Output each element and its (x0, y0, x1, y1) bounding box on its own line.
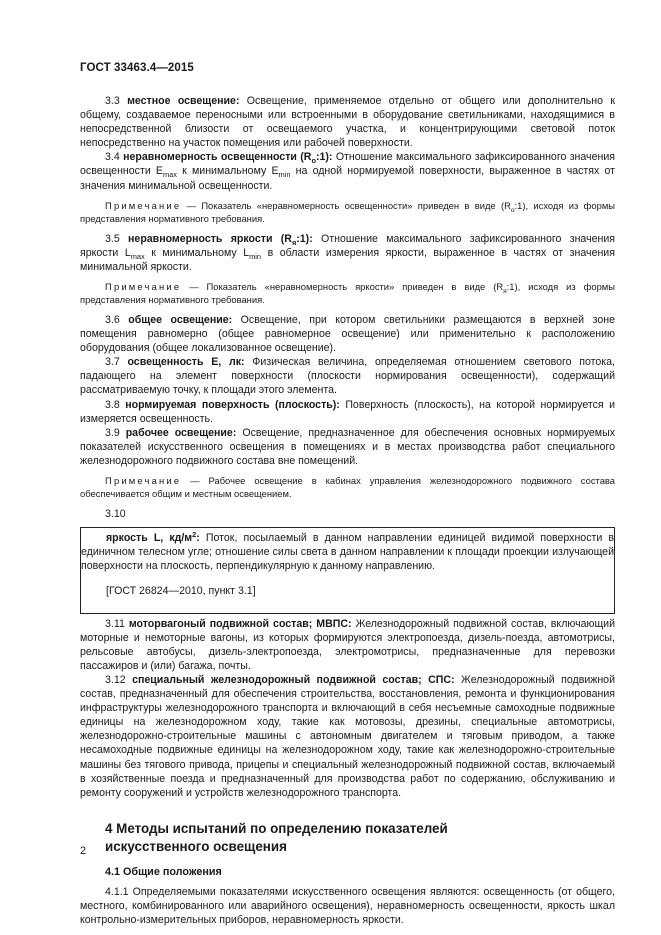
clause-3-5 (80, 232, 615, 274)
subsection-heading-4-1: 4.1 Общие положения (105, 865, 222, 878)
subscript: min (249, 251, 262, 261)
term-text: неравномерность освещенности (R (123, 151, 312, 164)
clause-number: 3.5 (105, 232, 120, 245)
superscript: 2 (192, 530, 197, 540)
term: рабочее освещение: (125, 426, 237, 439)
clause-number: 3.3 (105, 95, 120, 107)
definition: Поверхность (плоскость), на которой нормируется и измеряется освещенность. (80, 398, 616, 425)
clause-number: 3.6 (105, 313, 120, 326)
clause-number: 3.8 (105, 398, 120, 411)
definition: к минимальному L (151, 246, 250, 259)
note-3-9 (80, 474, 615, 500)
clause-3-11 (80, 617, 615, 673)
term-text: яркость L, кд/м (106, 532, 193, 545)
term: нормируемая поверхность (плоскость): (125, 398, 340, 411)
clause-3-6 (80, 313, 615, 355)
definition: на одной нормируемой поверхности, выраженное в частях от значения минимальной освещенности. (80, 165, 616, 192)
term-text: неравномерность яркости (R (128, 232, 292, 245)
note-label: Примечание (105, 280, 182, 292)
definition: Освещение, предназначенное для обеспечения основных нормируемых показателей искусственного освещения в помещениях и в местах производства работ специального железнодорожного подвижного состава вне помещений. (80, 426, 615, 467)
term (128, 233, 313, 245)
term-text: : (196, 532, 200, 545)
term (106, 532, 200, 544)
term (123, 151, 333, 166)
definition: в области измерения яркости, выраженное в частях от значения минимальной яркости. (80, 246, 615, 273)
note-label: Примечание (105, 474, 182, 486)
note-text: — Рабочее освещение в кабинах управления железнодорожного подвижного состава обеспечивается общим и местным освещением. (80, 474, 615, 499)
quoted-definition-box (80, 527, 615, 614)
subscript: я (291, 237, 297, 247)
clause-3-10 (81, 531, 614, 573)
page-number: 2 (80, 845, 87, 857)
note-text: :1), исходя из формы представления нормативного требования. (80, 199, 616, 224)
clause-number: 3.11 (105, 617, 125, 630)
subscript: min (278, 170, 291, 180)
term: моторвагоный подвижной состав; МВПС: (128, 617, 352, 630)
note-text: :1), исходя из формы представления нормативного требования. (80, 280, 615, 305)
clause-number: 3.12 (105, 674, 126, 686)
clause-3-8 (80, 398, 615, 426)
note-3-5 (80, 280, 615, 306)
subscript: я (503, 287, 507, 295)
clause-number: 3.9 (105, 426, 120, 439)
term: освещенность E, лк: (127, 356, 245, 369)
definition: Железнодорожный подвижной состав, предназначенный для обеспечения строительства, восстановления, ремонта и функционирования инфраструктуры железнодорожного транспорта и включающий в себя несъемные самоходные подвижные единицы на железнодорожном ходу, такие как мотовозы, дрезины, специальные автомотрисы, железнодорожно-строительные машины с автономным двигателем и тяговым приводом, а также несамоходные подвижные единицы на железнодорожном ходу, такие как железнодорожно-строительные машины без тягового привода, прицепы и специальный железнодорожный подвижной состав, включаемый в хозяйственные поезда и предназначенный для производства работ по содержанию, обслуживанию и ремонту сооружений и устройств железнодорожного транспорта. (80, 674, 615, 799)
clause-3-9 (80, 426, 615, 468)
note-text: — Показатель «неравномерность яркости» приведен в виде (R (189, 280, 504, 292)
term-text: :1): (315, 151, 333, 164)
clause-3-12 (80, 673, 615, 800)
clause-3-3 (80, 94, 615, 150)
document-header: ГОСТ 33463.4—2015 (80, 62, 194, 74)
clause-3-10-number: 3.10 (105, 507, 126, 520)
subscript: о (510, 206, 515, 214)
note-3-4 (80, 199, 615, 225)
definition: Поток, посылаемый в данном направлении единицей видимой поверхности в единичном телесном угле; отношение силы света в данном направлении к площади проекции излучающей поверхности на плоскость, перпендикулярную к данному направлению. (81, 532, 614, 573)
source-reference: [ГОСТ 26824—2010, пункт 3.1] (106, 584, 256, 597)
section-heading-4: 4 Методы испытаний по определению показателей искусственного освещения (105, 820, 448, 854)
term: местное освещение: (127, 95, 240, 107)
clause-4-1-1: 4.1.1 Определяемыми показателями искусственного освещения являются: освещенность (от общего, местного, комбинированного или аварийного освещения), неравномерность освещенности, яркость шкал контрольно-измерительных приборов, неравномерность яркости. (80, 885, 615, 927)
term: специальный железнодорожный подвижной состав; СПС: (132, 674, 455, 686)
definition: к минимальному E (182, 165, 279, 178)
clause-3-7 (80, 355, 615, 397)
clause-number: 3.4 (105, 151, 120, 164)
definition: Железнодорожный подвижной состав, включающий моторные и немоторные вагоны, из которых формируются электропоезда, дизель-поезда, автомотрисы, рельсовые автобусы, дизель-электропоезда, электромотрисы, предназначенные для перевозки пассажиров и (или) багажа, почты. (80, 617, 615, 672)
definition: Освещение, при котором светильники размещаются в верхней зоне помещения равномерно (общее равномерное освещение) или применительно к расположению оборудования (общее локализованное освещение). (80, 313, 615, 355)
subscript: max (130, 251, 145, 261)
document-body (80, 94, 615, 927)
definition: Освещение, применяемое отдельно от общего или дополнительно к общему, создаваемое переносными или встроенными в оборудование светильниками, находящимися в непосредственной близости от освещаемого участка, и концентрирующими световой поток непосредственно на участок помещения или рабочей поверхности. (80, 95, 615, 150)
definition: Отношение максимального зафиксированного значения яркости L (80, 232, 615, 259)
note-label: Примечание (105, 199, 182, 211)
note-text: — Показатель «неравномерность освещенности» приведен в виде (R (186, 199, 511, 211)
definition: Физическая величина, определяемая отношением светового потока, падающего на элемент поверхности (плоскости нормирования освещенности), содержащий рассматриваемую точку, к площади этого элемента. (80, 356, 615, 397)
subscript: о (311, 156, 316, 166)
definition: Отношение максимального зафиксированного значения освещенности E (80, 151, 615, 178)
term-text: :1): (296, 232, 313, 245)
clause-3-4 (80, 150, 615, 192)
clause-number: 3.7 (105, 356, 120, 369)
subscript: max (162, 170, 177, 180)
term: общее освещение: (128, 313, 233, 326)
